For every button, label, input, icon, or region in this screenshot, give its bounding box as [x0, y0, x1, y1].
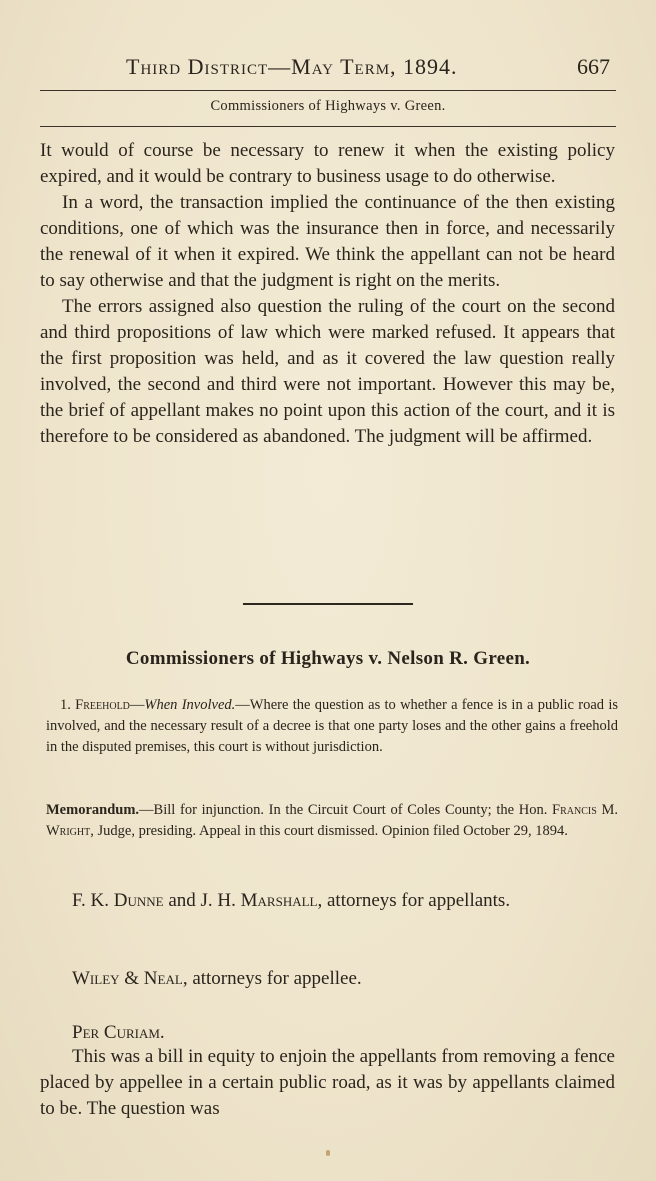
counsel-appellee: [40, 966, 615, 992]
running-title: Commissioners of Highways v. Green.: [210, 98, 446, 114]
counsel-name: J. H. Marshall: [200, 890, 318, 911]
page-number: 667: [577, 54, 610, 79]
header-title: Third District—May Term, 1894.: [126, 54, 458, 79]
paragraph: It would of course be necessary to renew it when the existing policy expired, and it would be contrary to business usage to do otherwise.: [40, 140, 615, 187]
judge-name: Francis M. Wright: [46, 802, 618, 839]
opinion-start: [40, 1044, 615, 1122]
headnote-subtopic: When Involved.: [144, 697, 236, 713]
headnote: 1. Freehold—When Involved.—Where the question as to whether a fence is in a public road is involved, and the necessary result of a decree is that one party loses and the other gains a freehold in the disputed premises, this court is without jurisdiction.: [46, 697, 619, 755]
per-curiam-label: Per Curiam.: [72, 1022, 165, 1043]
paragraph: In a word, the transaction implied the continuance of the then existing conditions, one of which was the insurance then in force, and necessarily the renewal of it when it expired. We think the appellant can not be heard to say otherwise and that the judgment is right on the merits.: [40, 192, 615, 291]
counsel-role: , attorneys for appellee.: [182, 968, 362, 989]
page-header: [40, 50, 616, 82]
counsel-conjunction: and: [163, 890, 201, 911]
memorandum: [46, 800, 618, 842]
paragraph: The errors assigned also question the ruling of the court on the second and third propositions of law which were marked refused. It appears that the first proposition was held, and as it covered the law question really involved, the second and third were not important. However this may be, the brief of appellant makes no point upon this action of the court, and it is therefore to be considered as abandoned. The judgment will be affirmed.: [40, 296, 615, 447]
memorandum-label: Memorandum.: [46, 802, 140, 818]
counsel-appellants: [40, 886, 615, 915]
per-curiam: [40, 1020, 615, 1046]
headnote-topic: Freehold: [75, 697, 130, 713]
memorandum-text-end: , Judge, presiding. Appeal in this court dismissed. Opinion filed October 29, 1894.: [90, 823, 568, 839]
opinion-text: This was a bill in equity to enjoin the appellants from removing a fence placed by appellee in a certain public road, as it was by appellants claimed to be. The question was: [40, 1046, 615, 1119]
headnote-number: 1.: [60, 697, 71, 713]
memorandum-text: —Bill for injunction. In the Circuit Court of Coles County; the Hon.: [139, 802, 553, 818]
header-rule-bottom: [40, 126, 616, 127]
counsel-name: Wiley & Neal: [72, 968, 183, 989]
section-divider: [243, 603, 413, 605]
opinion-continuation: [40, 138, 615, 450]
counsel-role: , attorneys for appellants.: [317, 890, 511, 911]
counsel-name: F. K. Dunne: [72, 890, 164, 911]
header-rule-top: [40, 90, 616, 91]
headnote-text: —Where the question as to whether a fence is in a public road is involved, and the necessary result of a decree is that one party loses and the other gains a freehold in the disputed premises, this court is without jurisdiction.: [46, 697, 619, 755]
case-title: Commissioners of Highways v. Nelson R. Green.: [125, 648, 531, 669]
paper-speck: [326, 1150, 330, 1156]
